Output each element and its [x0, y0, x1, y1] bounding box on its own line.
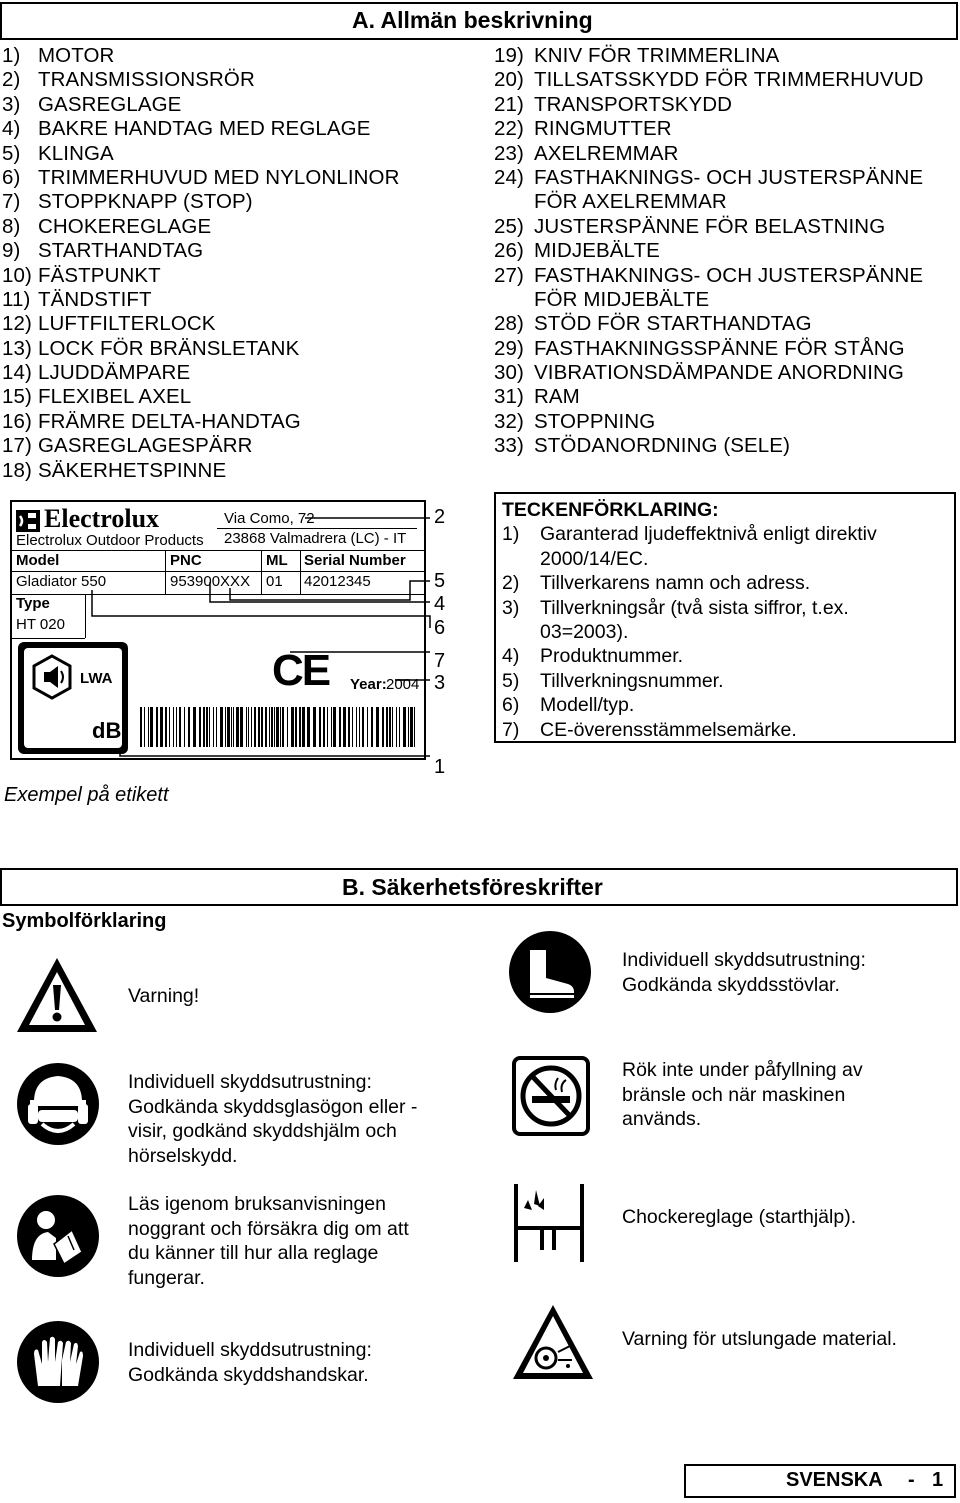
list-item: [494, 434, 924, 458]
callout-1: 1: [434, 756, 446, 778]
ppe-head-line-2: Godkända skyddsglasögon eller -: [128, 1095, 418, 1118]
ppe-head-line-4: hörselskydd.: [128, 1144, 238, 1167]
ppe-head-line-1: Individuell skyddsutrustning:: [128, 1071, 372, 1093]
list-item-text: JUSTERSPÄNNE FÖR BELASTNING: [534, 214, 886, 238]
list-item-text: TRANSMISSIONSRÖR: [38, 68, 255, 92]
list-item-text: RINGMUTTER: [534, 117, 672, 141]
list-item: [494, 93, 924, 117]
list-item-text: FASTHAKNINGS- OCH JUSTERSPÄNNE: [534, 263, 924, 287]
list-item-text: LOCK FÖR BRÄNSLETANK: [38, 336, 300, 360]
list-item-number: 25): [494, 214, 524, 238]
list-item-number: 32): [494, 409, 524, 433]
list-item-text: STOPPKNAPP (STOP): [38, 190, 253, 214]
boots-text: [622, 948, 866, 997]
list-item-number: 13): [2, 336, 32, 360]
list-item-number: 6): [2, 165, 21, 189]
list-item-text: SÄKERHETSPINNE: [38, 458, 227, 482]
boots-line-2: Godkända skyddsstövlar.: [622, 973, 840, 996]
list-item-number: 17): [2, 434, 32, 458]
label-pnc-value: 953900XXX: [170, 573, 251, 590]
legend-item-text: Produktnummer.: [540, 645, 684, 668]
list-item-text: TRIMMERHUVUD MED NYLONLINOR: [38, 165, 400, 189]
list-item: [494, 44, 924, 68]
list-item: [2, 434, 399, 458]
list-item-text: TÄNDSTIFT: [38, 287, 152, 311]
list-item-text: LUFTFILTERLOCK: [38, 312, 216, 336]
callout-6: 6: [434, 617, 446, 639]
list-item: [2, 385, 399, 409]
manual-line-4: fungerar.: [128, 1266, 205, 1289]
label-brand-sub: Electrolux Outdoor Products: [16, 532, 204, 549]
list-item: [494, 68, 924, 92]
list-item-text: MOTOR: [38, 44, 115, 67]
legend-item: [502, 669, 724, 693]
list-item: [2, 410, 399, 434]
label-model-header: Model: [16, 552, 60, 569]
list-item: [494, 385, 924, 409]
list-item: [494, 312, 924, 336]
callout-5: 5: [434, 570, 446, 592]
list-item-text: STÖD FÖR STARTHANDTAG: [534, 312, 812, 336]
legend-item: [502, 571, 811, 595]
list-item-number: 3): [2, 92, 21, 116]
list-item-text: MIDJEBÄLTE: [534, 239, 660, 263]
list-item-text: BAKRE HANDTAG MED REGLAGE: [38, 117, 371, 141]
list-item: [494, 410, 924, 434]
legend-item: [502, 522, 877, 546]
label-address-2: 23868 Valmadrera (LC) - IT: [224, 530, 407, 547]
list-item-number: 21): [494, 92, 524, 116]
list-item: [2, 239, 399, 263]
label-pnc-header: PNC: [170, 552, 202, 569]
list-item-text: TRANSPORTSKYDD: [534, 92, 733, 116]
label-brand: Electrolux: [44, 504, 160, 533]
ppe-head-text: [128, 1070, 417, 1168]
list-item-number: 18): [2, 458, 32, 482]
list-item-number: 16): [2, 409, 32, 433]
legend-item-text: Tillverkningsår (två sista siffror, t.ex.: [540, 596, 849, 619]
label-caption: Exempel på etikett: [4, 784, 169, 806]
list-item-number: 30): [494, 361, 524, 385]
legend-item: [502, 718, 797, 742]
thrown-objects-warning-icon: [510, 1302, 596, 1382]
ppe-head-line-3: visir, godkänd skyddshjälm och: [128, 1120, 397, 1143]
list-item: [2, 288, 399, 312]
list-item-text: STOPPNING: [534, 409, 656, 433]
legend-title: TECKENFÖRKLARING:: [502, 499, 719, 521]
list-item: [2, 166, 399, 190]
nosmoke-text: [622, 1058, 863, 1132]
legend-item-number: 5): [502, 669, 520, 692]
callout-4: 4: [434, 593, 446, 615]
legend-item: [502, 693, 635, 717]
warning-text: Varning!: [128, 985, 200, 1007]
callout-2: 2: [434, 506, 446, 528]
section-b-title: B. Säkerhetsföreskrifter: [342, 874, 603, 900]
list-item-number: 7): [2, 190, 21, 214]
list-item-number: 15): [2, 385, 32, 409]
list-item: [494, 361, 924, 385]
list-item: [494, 288, 924, 312]
ce-mark: CE: [272, 646, 330, 695]
list-item-number: 28): [494, 312, 524, 336]
label-callout-lines: [0, 490, 440, 780]
list-item-number: 5): [2, 141, 21, 165]
list-item-text: RAM: [534, 385, 580, 409]
list-item-number: 29): [494, 336, 524, 360]
list-item-number: 11): [2, 287, 31, 311]
list-item: [2, 459, 399, 483]
label-lwa: LWA: [80, 670, 113, 687]
list-item-text: FASTHAKNINGSSPÄNNE FÖR STÅNG: [534, 336, 905, 360]
list-item-text: FÖR AXELREMMAR: [534, 190, 727, 214]
list-item-number: 31): [494, 385, 524, 409]
section-b-header: [0, 868, 958, 906]
legend-item-text: Tillverkarens namn och adress.: [540, 572, 811, 595]
list-item: [2, 117, 399, 141]
manual-text: [128, 1192, 409, 1290]
list-item: [2, 361, 399, 385]
legend-item-text: 03=2003).: [540, 621, 629, 643]
list-item: [2, 44, 399, 68]
list-item-text: STARTHANDTAG: [38, 239, 204, 263]
list-item-text: FASTHAKNINGS- OCH JUSTERSPÄNNE: [534, 165, 924, 189]
manual-line-1: Läs igenom bruksanvisningen: [128, 1193, 386, 1215]
section-a-title: A. Allmän beskrivning: [352, 7, 593, 33]
legend-item: [502, 644, 684, 668]
list-item-text: TILLSATSSKYDD FÖR TRIMMERHUVUD: [534, 68, 924, 92]
list-item-number: 9): [2, 239, 21, 263]
legend-item-text: Tillverkningsnummer.: [540, 669, 724, 692]
parts-list-right: [494, 44, 924, 459]
list-item: [494, 215, 924, 239]
label-db: dB: [92, 718, 122, 743]
nosmoke-line-3: används.: [622, 1108, 702, 1131]
list-item: [494, 264, 924, 288]
gloves-line-2: Godkända skyddshandskar.: [128, 1363, 369, 1386]
label-ml-header: ML: [266, 552, 288, 569]
nosmoke-line-1: Rök inte under påfyllning av: [622, 1059, 863, 1081]
list-item-text: KLINGA: [38, 141, 114, 165]
list-item-number: 10): [2, 263, 32, 287]
list-item-text: FLEXIBEL AXEL: [38, 385, 192, 409]
legend-item-number: 6): [502, 694, 520, 717]
list-item-text: LJUDDÄMPARE: [38, 361, 191, 385]
list-item-text: CHOKEREGLAGE: [38, 214, 212, 238]
list-item-text: GASREGLAGESPÄRR: [38, 434, 253, 458]
list-item: [2, 68, 399, 92]
label-serial-header: Serial Number: [304, 552, 406, 569]
list-item: [494, 239, 924, 263]
manual-line-2: noggrant och försäkra dig om att: [128, 1217, 409, 1240]
list-item-number: 22): [494, 117, 524, 141]
list-item: [2, 93, 399, 117]
label-address-1: Via Como, 72: [224, 510, 315, 527]
legend-item-number: 4): [502, 645, 520, 668]
gloves-icon: [16, 1320, 100, 1404]
label-type-value: HT 020: [16, 616, 65, 633]
list-item-number: 19): [494, 44, 524, 67]
legend-box: [494, 492, 956, 743]
footer-language: SVENSKA: [786, 1469, 883, 1491]
label-year-header: Year:: [350, 676, 387, 693]
list-item-number: 27): [494, 263, 524, 287]
gloves-text: [128, 1338, 372, 1387]
list-item-number: 2): [2, 68, 21, 92]
list-item: [2, 215, 399, 239]
list-item: [2, 312, 399, 336]
footer-page-number: 1: [932, 1469, 944, 1491]
list-item: [2, 264, 399, 288]
gloves-line-1: Individuell skyddsutrustning:: [128, 1339, 372, 1361]
list-item-text: FRÄMRE DELTA-HANDTAG: [38, 409, 301, 433]
list-item-text: GASREGLAGE: [38, 92, 182, 116]
list-item-number: 23): [494, 141, 524, 165]
legend-item-number: 2): [502, 572, 520, 595]
thrown-text: [622, 1327, 897, 1352]
section-a-header: [0, 2, 958, 40]
choke-text: [622, 1205, 856, 1230]
list-item: [494, 190, 924, 214]
legend-item-number: 1): [502, 523, 520, 546]
list-item-number: 33): [494, 434, 524, 458]
legend-item-text: CE-överensstämmelsemärke.: [540, 718, 797, 741]
thrown-line-1: Varning för utslungade material.: [622, 1328, 897, 1350]
list-item-number: 24): [494, 165, 524, 189]
page-footer: [684, 1464, 956, 1498]
legend-item: [502, 596, 849, 620]
manual-line-3: du känner till hur alla reglage: [128, 1242, 379, 1265]
warning-triangle-icon: [14, 955, 100, 1035]
list-item: [494, 166, 924, 190]
list-item: [2, 337, 399, 361]
list-item: [2, 142, 399, 166]
legend-item-number: 3): [502, 596, 520, 619]
boots-icon: [508, 930, 592, 1014]
footer-separator: -: [908, 1469, 915, 1491]
list-item-text: STÖDANORDNING (SELE): [534, 434, 790, 458]
choke-line-1: Chockereglage (starthjälp).: [622, 1206, 857, 1228]
legend-item-number: 7): [502, 718, 520, 741]
list-item: [494, 117, 924, 141]
callout-7: 7: [434, 650, 446, 672]
label-type-header: Type: [16, 595, 50, 612]
list-item-text: FÖR MIDJEBÄLTE: [534, 287, 710, 311]
list-item-number: 12): [2, 312, 32, 336]
list-item: [494, 337, 924, 361]
nosmoke-line-2: bränsle och när maskinen: [622, 1083, 846, 1106]
list-item: [2, 190, 399, 214]
callout-3: 3: [434, 672, 446, 694]
list-item-text: AXELREMMAR: [534, 141, 679, 165]
list-item-number: 4): [2, 117, 21, 141]
label-serial-value: 42012345: [304, 573, 371, 590]
no-smoking-icon: [512, 1056, 590, 1136]
boots-line-1: Individuell skyddsutrustning:: [622, 949, 866, 971]
symbol-heading: Symbolförklaring: [2, 910, 167, 932]
list-item-text: VIBRATIONSDÄMPANDE ANORDNING: [534, 361, 904, 385]
read-manual-icon: [16, 1194, 100, 1278]
list-item-number: 1): [2, 44, 21, 67]
legend-item-text: 2000/14/EC.: [540, 547, 649, 570]
list-item: [494, 142, 924, 166]
helmet-goggles-earmuffs-icon: [16, 1062, 100, 1146]
label-model-value: Gladiator 550: [16, 573, 107, 590]
list-item-number: 8): [2, 214, 21, 238]
label-year-value: 2004: [386, 676, 420, 693]
list-item-text: FÄSTPUNKT: [38, 263, 161, 287]
list-item-text: KNIV FÖR TRIMMERLINA: [534, 44, 780, 67]
legend-item-text: Modell/typ.: [540, 694, 635, 717]
parts-list-left: [2, 44, 399, 483]
label-ml-value: 01: [266, 573, 283, 590]
choke-icon: [510, 1180, 592, 1266]
list-item-number: 26): [494, 239, 524, 263]
list-item-number: 20): [494, 68, 524, 92]
list-item-number: 14): [2, 361, 32, 385]
legend-item-text: Garanterad ljudeffektnivå enligt direktiv: [540, 523, 877, 546]
